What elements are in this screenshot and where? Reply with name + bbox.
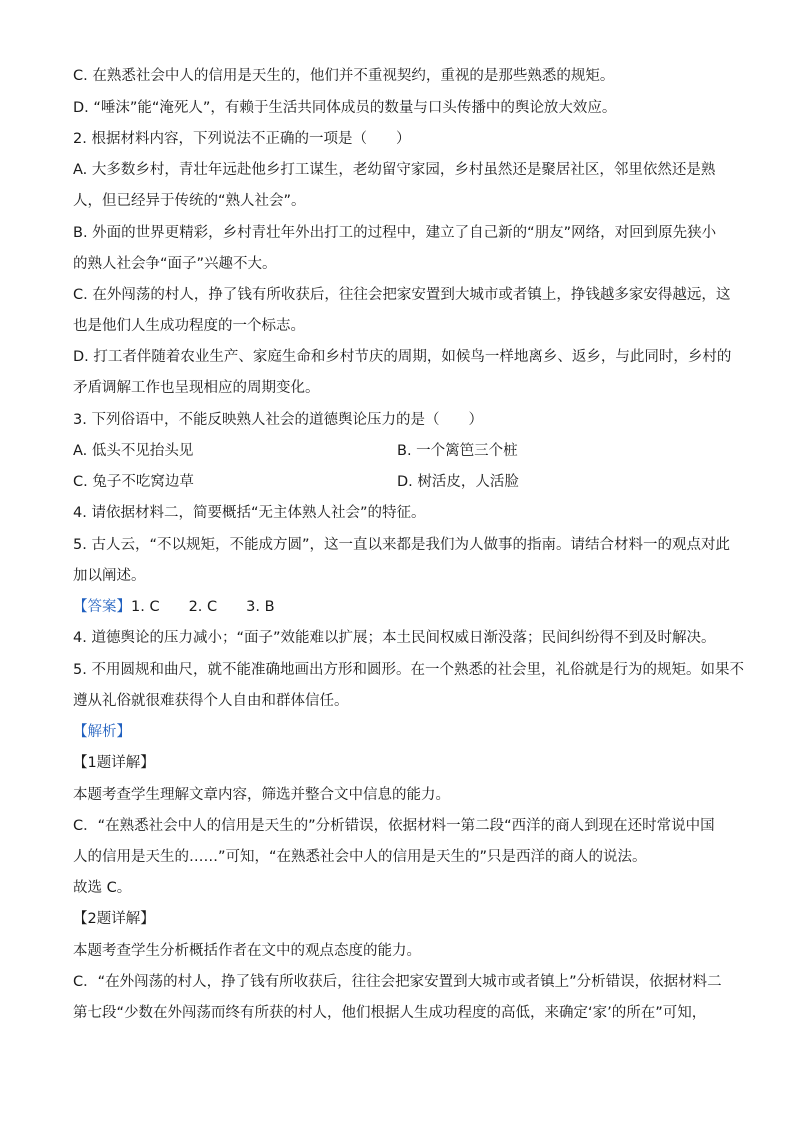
question-5-line2: 加以阐述。 bbox=[73, 568, 146, 584]
option-2b-line2: 的熟人社会争“面子”兴趣不大。 bbox=[73, 256, 277, 272]
q1-detail-choice: 故选 C。 bbox=[73, 880, 132, 896]
answer-row bbox=[73, 597, 734, 617]
answer-5-line2: 遵从礼俗就很难获得个人自由和群体信任。 bbox=[73, 693, 349, 709]
answer-values: 1. C 2. C 3. B bbox=[131, 599, 275, 615]
q2-detail-heading: 【2题详解】 bbox=[73, 911, 155, 927]
option-2d-line2: 矛盾调解工作也呈现相应的周期变化。 bbox=[73, 380, 320, 396]
option-3d: D. 树活皮，人活脸 bbox=[397, 474, 519, 490]
q1-detail-heading: 【1题详解】 bbox=[73, 755, 155, 771]
answer-label: 【答案】 bbox=[73, 599, 131, 615]
option-3b: B. 一个篱笆三个桩 bbox=[397, 443, 518, 459]
q1-detail-intro: 本题考查学生理解文章内容，筛选并整合文中信息的能力。 bbox=[73, 787, 450, 803]
answer-5-line1: 5. 不用圆规和曲尺，就不能准确地画出方形和圆形。在一个熟悉的社会里，礼俗就是行为的规矩。如果不 bbox=[73, 662, 744, 678]
option-2a-line2: 人，但已经异于传统的“熟人社会”。 bbox=[73, 193, 306, 209]
option-3c: C. 兔子不吃窝边草 bbox=[73, 474, 194, 490]
option-1c: C. 在熟悉社会中人的信用是天生的，他们并不重视契约，重视的是那些熟悉的规矩。 bbox=[73, 68, 615, 84]
question-5-line1: 5. 古人云，“不以规矩，不能成方圆”，这一直以来都是我们为人做事的指南。请结合材料一的观点对此 bbox=[73, 537, 730, 553]
option-3a: A. 低头不见抬头见 bbox=[73, 443, 194, 459]
option-2c-line1: C. 在外闯荡的村人，挣了钱有所收获后，往往会把家安置到大城市或者镇上，挣钱越多家安得越远，这 bbox=[73, 287, 731, 303]
q2-detail-line1: C．“在外闯荡的村人，挣了钱有所收获后，往往会把家安置到大城市或者镇上”分析错误，依据材料二 bbox=[73, 974, 722, 990]
option-2a-line1: A. 大多数乡村，青壮年远赴他乡打工谋生，老幼留守家园，乡村虽然还是聚居社区，邻里依然还是熟 bbox=[73, 162, 716, 178]
answer-4: 4. 道德舆论的压力减小；“面子”效能难以扩展；本土民间权威日渐没落；民间纠纷得不到及时解决。 bbox=[73, 630, 716, 646]
q1-detail-line1: C．“在熟悉社会中人的信用是天生的”分析错误，依据材料一第二段“西洋的商人到现在还时常说中国 bbox=[73, 818, 715, 834]
q1-detail-line2: 人的信用是天生的……”可知，“在熟悉社会中人的信用是天生的”只是西洋的商人的说法。 bbox=[73, 849, 647, 865]
q2-detail-intro: 本题考查学生分析概括作者在文中的观点态度的能力。 bbox=[73, 943, 421, 959]
option-2d-line1: D. 打工者伴随着农业生产、家庭生命和乡村节庆的周期，如候鸟一样地离乡、返乡，与此同时，乡村的 bbox=[73, 349, 732, 365]
option-2b-line1: B. 外面的世界更精彩，乡村青壮年外出打工的过程中，建立了自己新的“朋友”网络，对回到原先狭小 bbox=[73, 225, 717, 241]
question-3: 3. 下列俗语中，不能反映熟人社会的道德舆论压力的是（ ） bbox=[73, 412, 483, 428]
question-4: 4. 请依据材料二，简要概括“无主体熟人社会”的特征。 bbox=[73, 505, 426, 521]
q2-detail-line2: 第七段“少数在外闯荡而终有所获的村人，他们根据人生成功程度的高低，来确定‘家’的所在”可知， bbox=[73, 1005, 707, 1021]
question-2: 2. 根据材料内容，下列说法不正确的一项是（ ） bbox=[73, 131, 411, 147]
option-2c-line2: 也是他们人生成功程度的一个标志。 bbox=[73, 318, 305, 334]
option-1d: D. “唾沫”能“淹死人”，有赖于生活共同体成员的数量与口头传播中的舆论放大效应。 bbox=[73, 100, 617, 116]
analysis-label: 【解析】 bbox=[73, 724, 131, 740]
